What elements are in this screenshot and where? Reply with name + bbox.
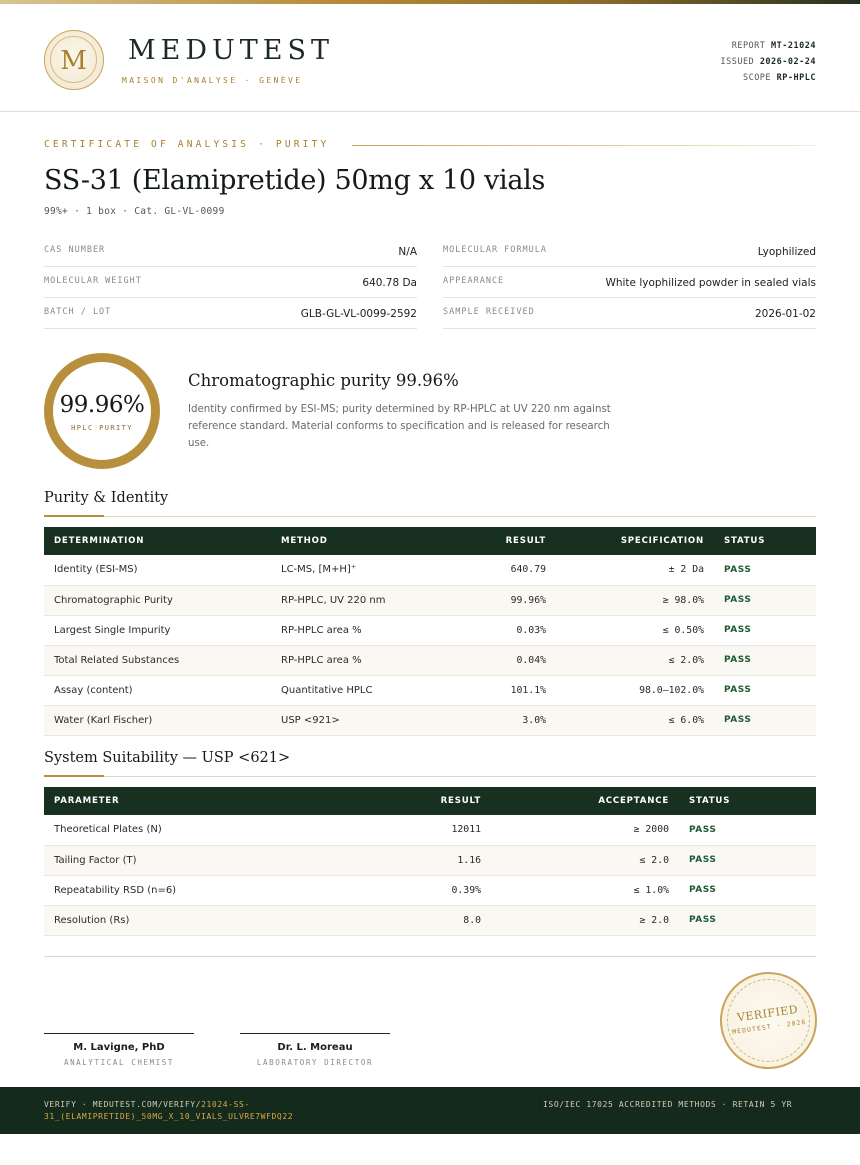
table-row: Resolution (Rs) 8.0 ≥ 2.0 PASS	[44, 905, 816, 935]
suitability-section-accent	[44, 775, 104, 777]
signatory-name: M. Lavigne, PhD	[73, 1042, 165, 1053]
verified-seal	[714, 966, 824, 1076]
identity-table	[44, 527, 816, 736]
status-badge: PASS	[714, 645, 816, 675]
signatory-name: Dr. L. Moreau	[277, 1042, 353, 1053]
status-badge: PASS	[679, 875, 816, 905]
column-header: STATUS	[714, 527, 816, 555]
property-formula: MOLECULAR FORMULA Lyophilized	[443, 236, 816, 267]
column-header: DETERMINATION	[44, 527, 271, 555]
scope-line: SCOPE RP-HPLC	[742, 73, 816, 83]
table-row: Repeatability RSD (n=6) 0.39% ≤ 1.0% PASS	[44, 875, 816, 905]
purity-ring	[44, 353, 160, 469]
column-header: RESULT	[446, 527, 556, 555]
document-header	[0, 4, 860, 112]
status-badge: PASS	[679, 815, 816, 845]
table-row: Tailing Factor (T) 1.16 ≤ 2.0 PASS	[44, 845, 816, 875]
suitability-table	[44, 787, 816, 936]
seal-text: VERIFIED	[736, 1002, 799, 1025]
table-row: Chromatographic Purity RP-HPLC, UV 220 nm 99.96% ≥ 98.0% PASS	[44, 585, 816, 615]
column-header: PARAMETER	[44, 787, 360, 815]
purity-value: 99.96%	[59, 392, 145, 418]
table-header-row	[44, 787, 816, 815]
column-header: SPECIFICATION	[556, 527, 714, 555]
footer-bar	[0, 1087, 860, 1134]
logo-letter: M	[60, 46, 87, 76]
status-badge: PASS	[714, 675, 816, 705]
product-title: SS-31 (Elamipretide) 50mg x 10 vials	[44, 165, 546, 196]
property-sample-received: SAMPLE RECEIVED 2026-01-02	[443, 298, 816, 329]
property-batch: BATCH / LOT GLB-GL-VL-0099-2592	[44, 298, 417, 329]
brand-logo	[44, 30, 104, 90]
column-header: RESULT	[360, 787, 491, 815]
status-badge: PASS	[679, 845, 816, 875]
column-header: METHOD	[271, 527, 446, 555]
purity-heading: Chromatographic purity 99.96%	[188, 371, 459, 390]
table-row: Total Related Substances RP-HPLC area % 0.04% ≤ 2.0% PASS	[44, 645, 816, 675]
brand-name: MEDUTEST	[128, 35, 334, 66]
document-kicker: CERTIFICATE OF ANALYSIS · PURITY	[44, 139, 330, 150]
status-badge: PASS	[679, 905, 816, 935]
table-row: Theoretical Plates (N) 12011 ≥ 2000 PASS	[44, 815, 816, 845]
kicker-divider	[352, 145, 816, 146]
status-badge: PASS	[714, 585, 816, 615]
status-badge: PASS	[714, 555, 816, 585]
table-row: Assay (content) Quantitative HPLC 101.1% 98.0–102.0% PASS	[44, 675, 816, 705]
identity-section-accent	[44, 515, 104, 517]
report-meta	[720, 38, 816, 86]
product-subtitle: 99%+ · 1 box · Cat. GL-VL-0099	[44, 206, 225, 217]
column-header: STATUS	[679, 787, 816, 815]
suitability-section-title: System Suitability — USP <621>	[44, 750, 291, 766]
purity-label: HPLC PURITY	[71, 424, 133, 432]
property-cas: CAS NUMBER N/A	[44, 236, 417, 267]
property-appearance: APPEARANCE White lyophilized powder in sealed vials	[443, 267, 816, 298]
table-row: Largest Single Impurity RP-HPLC area % 0.03% ≤ 0.50% PASS	[44, 615, 816, 645]
table-header-row	[44, 527, 816, 555]
purity-description: Identity confirmed by ESI-MS; purity determined by RP-HPLC at UV 220 nm against reference standard. Material conforms to specification and is released for research use.	[188, 404, 611, 449]
brand-tagline: MAISON D'ANALYSE · GENÈVE	[122, 76, 303, 85]
seal-subtext: MEDUTEST · 2026	[731, 1018, 808, 1037]
signature-divider	[44, 956, 816, 957]
identity-section-title: Purity & Identity	[44, 490, 169, 506]
table-row: Identity (ESI-MS) LC-MS, [M+H]⁺ 640.79 ± 2 Da PASS	[44, 555, 816, 585]
signature-director	[240, 1033, 390, 1067]
column-header: ACCEPTANCE	[491, 787, 679, 815]
table-row: Water (Karl Fischer) USP <921> 3.0% ≤ 6.0% PASS	[44, 705, 816, 735]
report-id-line: REPORT MT-21024	[731, 41, 816, 51]
issued-line: ISSUED 2026-02-24	[720, 57, 816, 67]
suitability-section-divider	[44, 776, 816, 777]
signatory-role: ANALYTICAL CHEMIST	[63, 1058, 175, 1067]
identity-section-divider	[44, 516, 816, 517]
verify-link[interactable]: VERIFY · MEDUTEST.COM/VERIFY/21024-SS-31_(ELAMIPRETIDE)_50MG_X_10_VIALS_ULVRE7WFDQ22	[44, 1100, 294, 1121]
signature-chemist	[44, 1033, 194, 1067]
status-badge: PASS	[714, 615, 816, 645]
accreditation-note: ISO/IEC 17025 ACCREDITED METHODS · RETAIN 5 YR	[543, 1100, 793, 1109]
property-molecular-weight: MOLECULAR WEIGHT 640.78 Da	[44, 267, 417, 298]
signatory-role: LABORATORY DIRECTOR	[256, 1058, 374, 1067]
status-badge: PASS	[714, 705, 816, 735]
